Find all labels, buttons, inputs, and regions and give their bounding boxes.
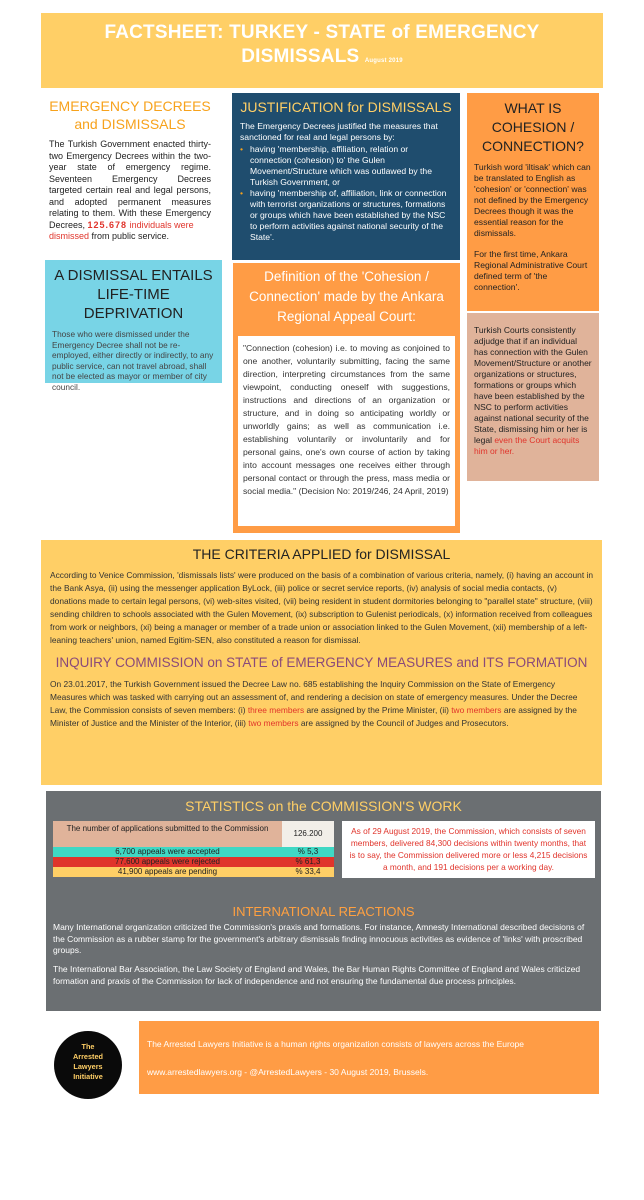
deprivation-title: A DISMISSAL ENTAILS LIFE-TIME DEPRIVATION	[54, 267, 213, 322]
arrested-lawyers-logo: The Arrested Lawyers Initiative	[54, 1031, 122, 1099]
courts-text: Turkish Courts consistently adjudge that if an individual has connection with the Gulen Movement/Structure or another organizations or structures, formations or groups which have been established by the NSC to perform activities against national security of the State, dismissing him or her is legal even the Court acquits him or her.	[474, 325, 592, 456]
footer-contact: www.arrestedlawyers.org - @ArrestedLawyers - 30 August 2019, Brussels.	[147, 1067, 429, 1077]
statistics-note: As of 29 August 2019, the Commission, which consists of seven members, delivered 84,300 decisions within twenty months, that is to say, the Commission delivered more or less 4,215 decisions a month, and 191 decisions per a working day.	[342, 821, 595, 878]
cohesion-title: WHAT IS COHESION / CONNECTION?	[482, 100, 584, 154]
page-title: FACTSHEET: TURKEY - STATE of EMERGENCY DISMISSALS August 2019	[104, 22, 540, 67]
statistics-section	[46, 791, 601, 1011]
criteria-section	[41, 540, 602, 785]
reactions-title: INTERNATIONAL REACTIONS	[232, 904, 415, 919]
reactions-text-2: The International Bar Association, the Law Society of England and Wales, the Bar Human Rights Committee of England and Wales criticized formation and praxis of the Commission for lack of independence and not ensuring the fundamental due process principles.	[53, 964, 581, 986]
dismissed-count: 125.678	[87, 219, 128, 230]
list-item: • having 'membership of, affiliation, link or connection with terrorist organizations or structures, formations or groups which have been established by the NSC to perform activities against national security of the State'.	[240, 188, 452, 243]
deprivation-section	[45, 260, 222, 392]
cohesion-text-2: For the first time, Ankara Regional Administrative Court defined term of 'the connection'.	[474, 249, 588, 292]
footer-description: The Arrested Lawyers Initiative is a human rights organization consists of lawyers across the Europe	[147, 1039, 525, 1049]
statistics-title: STATISTICS on the COMMISSION'S WORK	[185, 798, 462, 814]
footer	[139, 1021, 599, 1094]
cohesion-section	[467, 93, 599, 311]
header-date: August 2019	[364, 58, 403, 64]
table-row: 77,600 appeals were rejected % 61,3	[53, 857, 334, 867]
header-banner	[41, 13, 603, 88]
emergency-decrees-text: The Turkish Government enacted thirty-two Emergency Decrees within the two-year state of emergency regime. Seventeen Emergency Decrees targeted certain real and legal persons, and adopted permanent measures relating to them. With these Emergency Decrees, 125.678 individuals were dismissed from public service.	[49, 139, 211, 241]
definition-section	[233, 263, 460, 533]
justification-intro: The Emergency Decrees justified the measures that sanctioned for real and legal persons by:	[240, 121, 438, 142]
inquiry-text: On 23.01.2017, the Turkish Government issued the Decree Law no. 685 establishing the Inquiry Commission on the State of Emergency Measures which was tasked with carrying out an assessment of, and rendering a decision on state of emergency measures. Under the Decree Law, the Commission consists of seven members: (i) three members are assigned by the Prime Minister, (ii) two members are assigned by the Minister of Justice and the Minister of the Interior, (iii) two members are assigned by the Council of Judges and Prosecutors.	[50, 679, 578, 728]
criteria-title: THE CRITERIA APPLIED for DISMISSAL	[192, 546, 451, 562]
emergency-decrees-section	[41, 93, 219, 255]
inquiry-title: INQUIRY COMMISSION on STATE of EMERGENCY MEASURES and ITS FORMATION	[55, 655, 588, 670]
justification-list	[240, 144, 452, 243]
deprivation-text: Those who were dismissed under the Emergency Decree shall not be re-employed, either directly or indirectly, to any public service, can not travel abroad, shall not be elected as mayor or member of city council.	[52, 329, 214, 392]
definition-title: Definition of the 'Cohesion / Connection' made by the Ankara Regional Appeal Court:	[249, 269, 444, 324]
justification-title: JUSTIFICATION for DISMISSALS	[240, 99, 452, 115]
table-row: 41,900 appeals are pending % 33,4	[53, 867, 334, 877]
emergency-decrees-title: EMERGENCY DECREES and DISMISSALS	[49, 98, 211, 132]
table-row: The number of applications submitted to the Commission 126.200	[53, 821, 334, 847]
table-row: 6,700 appeals were accepted % 5,3	[53, 847, 334, 857]
cohesion-text-1: Turkish word 'iltisak' which can be translated to English as 'cohesion' or 'connection' was not defined by the Emergency Decrees though it was the essential reason for the dismissals.	[474, 162, 591, 238]
statistics-table	[53, 821, 334, 877]
list-item: • having 'membership, affiliation, relation or connection (cohesion) to' the Gulen Movement/Structure which was outlawed by the Turkish Government, or	[240, 144, 452, 188]
definition-quote: "Connection (cohesion) i.e. to moving as conjoined to one another, voluntarily submitting, facing the same direction, interpreting circumstances from the same viewpoint, conducting oneself with suggestions, instructions and directions of an organization or structure, and in doing so anticipating worldly or unworldly gains; as well as communication i.e. establishing voluntarily or involuntarily and for personal gains, one's own course of action by taking into account messages one receives either through personal contact or through the press, mass media or social media." (Decision No: 2019/246, 24 April, 2019)	[238, 336, 455, 526]
criteria-text: According to Venice Commission, 'dismissals lists' were produced on the basis of a combination of various criteria, namely, (i) having an account in the Bank Asya, (ii) using the messenger application ByLock, (iii) police or secret service reports, (iv) analysis of social media contacts, (v) donations made to certain legal persons, (vi) web-sites visited, (vii) being resident in student dormitories belonging to "parallel state" structure, (viii) sending children to schools associated with the Gulen Movement, (ix) subscription to Gulenist periodicals, (x) information received from colleagues from work or neighbors, (xi) being a manager or member of a trade union or association linked to the Gulen Movement, (xii) membership of a left-leaning teachers' union, named Egitim-SEN, also constituted a reason for dismissal.	[50, 570, 594, 645]
reactions-text-1: Many International organization criticized the Commission's praxis and formations. For instance, Amnesty International described decisions of the Commission as a rubber stamp for the government's arbitrary dismissals finding innocuous activities as evidence of 'links' with proscribed groups.	[53, 922, 585, 955]
justification-section	[232, 93, 460, 260]
courts-section	[467, 313, 599, 481]
